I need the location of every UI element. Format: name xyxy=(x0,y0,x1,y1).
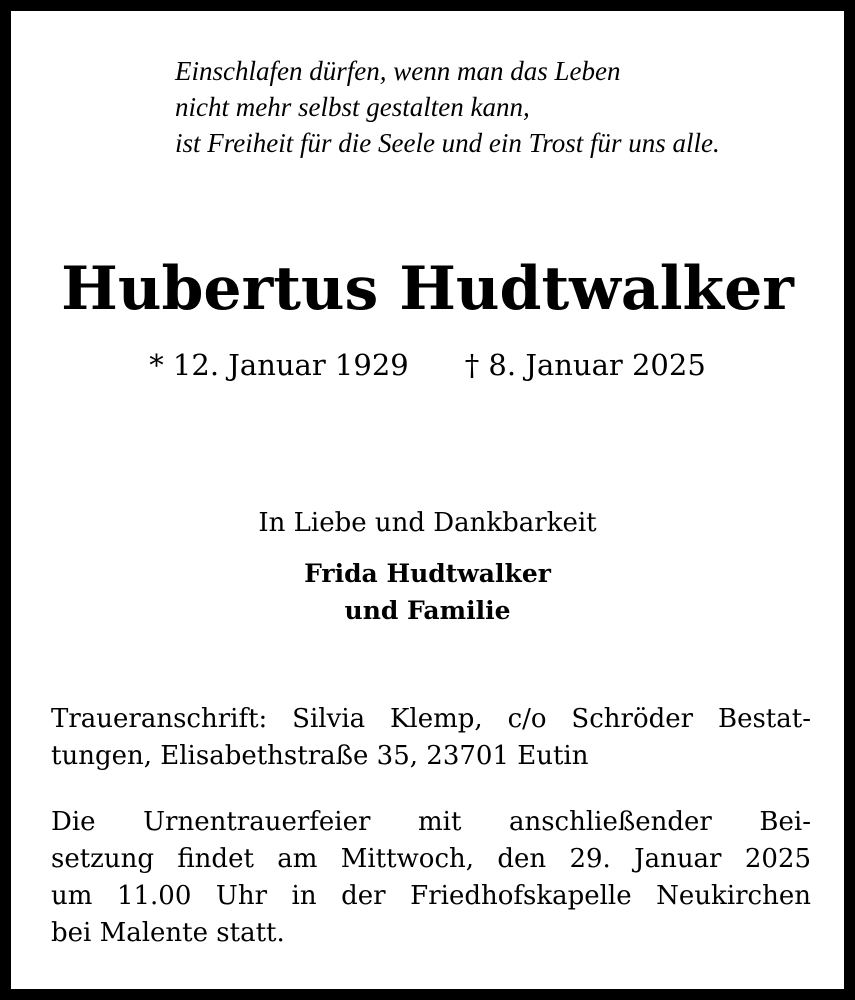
birth-date: * 12. Januar 1929 xyxy=(149,348,409,382)
death-date: † 8. Januar 2025 xyxy=(464,348,706,382)
service-line: um 11.00 Uhr in der Friedhofskapelle Neukirchen xyxy=(51,881,811,911)
funeral-service-info xyxy=(51,804,811,952)
mourning-address xyxy=(51,701,811,775)
address-line: Traueranschrift: Silvia Klemp, c/o Schröder Bestat- xyxy=(51,704,811,734)
service-line: bei Malente statt. xyxy=(51,918,285,948)
signer-name: Frida Hudtwalker xyxy=(304,559,551,588)
poem-verse xyxy=(175,53,835,161)
poem-line: nicht mehr selbst gestalten kann, xyxy=(175,92,530,122)
poem-line: ist Freiheit für die Seele und ein Trost für uns alle. xyxy=(175,128,720,158)
signer-family: und Familie xyxy=(344,596,511,625)
dedication-text: In Liebe und Dankbarkeit xyxy=(258,508,597,538)
poem-line: Einschlafen dürfen, wenn man das Leben xyxy=(175,56,621,86)
address-line: tungen, Elisabethstraße 35, 23701 Eutin xyxy=(51,741,589,771)
service-line: setzung findet am Mittwoch, den 29. Januar 2025 xyxy=(51,844,811,874)
life-dates xyxy=(11,343,844,387)
deceased-name: Hubertus Hudtwalker xyxy=(61,254,794,324)
signers xyxy=(11,555,844,629)
service-line: Die Urnentrauerfeier mit anschließender Bei- xyxy=(51,807,811,837)
